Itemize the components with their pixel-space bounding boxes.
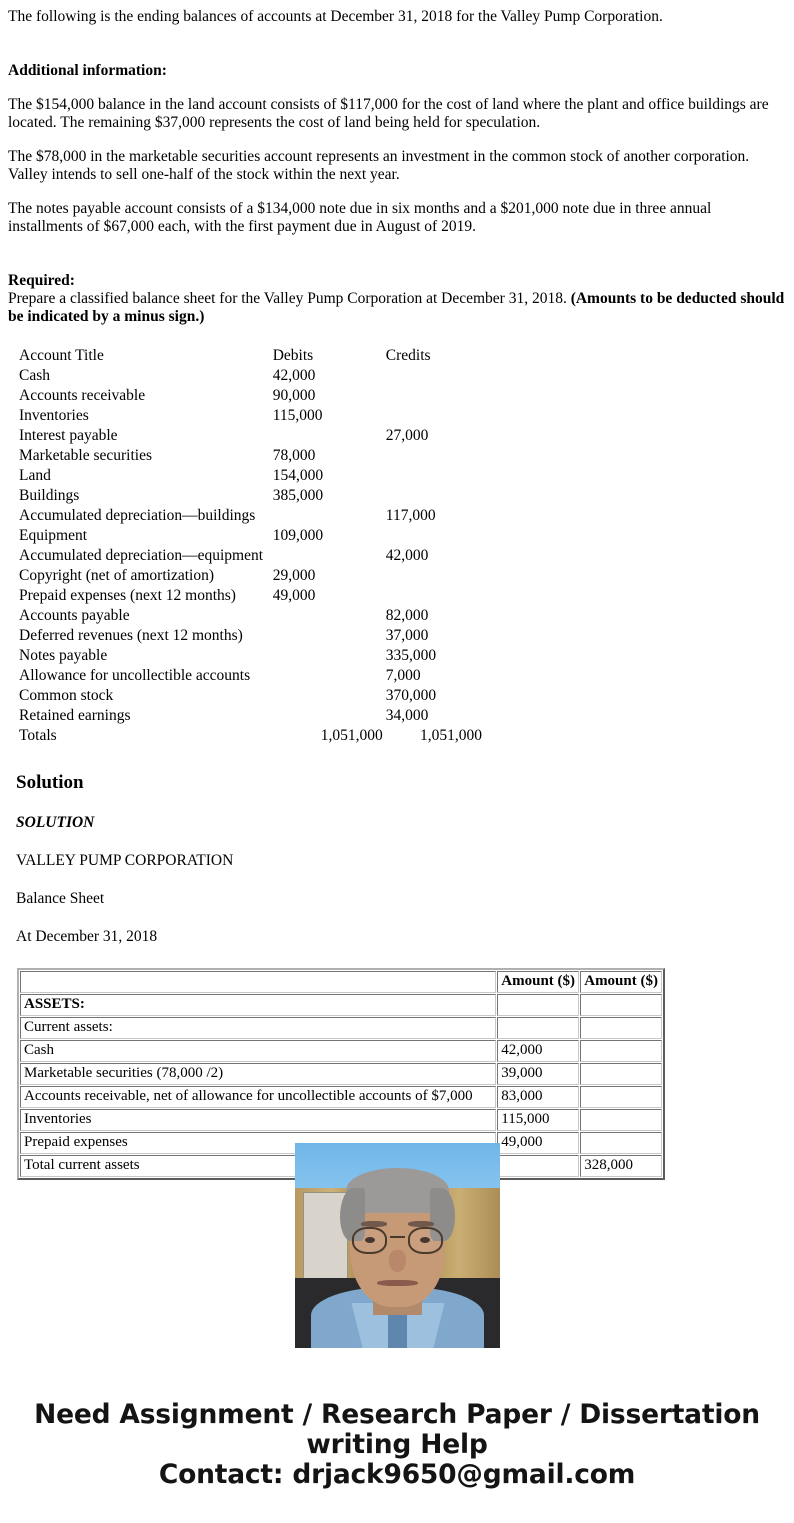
debit-amount: 49,000 [272, 587, 316, 604]
debit-amount [270, 626, 383, 646]
credit-amount [383, 526, 482, 546]
debit-amount: 29,000 [272, 567, 316, 584]
debit-amount: 385,000 [272, 487, 324, 504]
credit-amount: 82,000 [385, 607, 429, 624]
row-amount-1: 42,000 [497, 1040, 579, 1062]
spacer [8, 26, 786, 62]
credit-amount: 370,000 [385, 687, 437, 704]
table-row [20, 1086, 662, 1108]
table-row [12, 626, 482, 646]
account-title: Accumulated depreciation—equipment [19, 547, 264, 564]
spacer [8, 80, 786, 96]
account-title: Notes payable [19, 647, 108, 664]
spacer [8, 236, 786, 272]
photo-nose [389, 1250, 405, 1273]
account-title: Cash [19, 367, 50, 384]
intro-paragraph: The following is the ending balances of accounts at December 31, 2018 for the Valley Pump Corporation. [8, 8, 663, 25]
row-label: Total current assets [20, 1155, 496, 1177]
row-amount-2 [580, 1086, 662, 1108]
table-row [20, 1063, 662, 1085]
row-amount-1: 115,000 [497, 1109, 579, 1131]
table-row [12, 406, 482, 426]
row-amount-2 [580, 1017, 662, 1039]
account-title: Deferred revenues (next 12 months) [19, 627, 243, 644]
row-label: Marketable securities (78,000 /2) [20, 1063, 496, 1085]
account-title: Accounts receivable [19, 387, 146, 404]
additional-info-paragraph-3: The notes payable account consists of a $134,000 note due in six months and a $201,000 note due in three annual installments of $67,000 each, with the first payment due in August of 2019. [8, 200, 712, 235]
trial-balance-body [12, 346, 482, 746]
credit-amount: 335,000 [385, 647, 437, 664]
debit-amount [270, 666, 383, 686]
table-row [12, 486, 482, 506]
debit-amount: 109,000 [272, 527, 324, 544]
table-row [12, 506, 482, 526]
credit-amount [383, 586, 482, 606]
credit-amount [383, 466, 482, 486]
spacer [8, 184, 786, 200]
additional-info-paragraph-1: The $154,000 balance in the land account consists of $117,000 for the cost of land where the plant and office buildings are located. The remaining $37,000 represents the cost of land being held for speculation. [8, 96, 769, 131]
table-row [12, 446, 482, 466]
debit-amount: 154,000 [272, 467, 324, 484]
debit-amount: 42,000 [272, 367, 316, 384]
row-amount-1: 49,000 [497, 1132, 579, 1154]
debit-amount [270, 546, 383, 566]
table-row [12, 526, 482, 546]
balance-sheet-table-container [17, 968, 667, 1173]
debit-amount [270, 646, 383, 666]
table-row [12, 586, 482, 606]
credit-amount [383, 406, 482, 426]
account-title: Inventories [19, 407, 89, 424]
solution-heading: Solution [16, 772, 84, 793]
required-heading: Required: [8, 272, 75, 289]
photo-eyeglass-left [352, 1227, 387, 1254]
credit-amount [383, 366, 482, 386]
avatar [295, 1143, 500, 1348]
row-amount-2 [580, 1132, 662, 1154]
account-title: Interest payable [19, 427, 118, 444]
credit-amount [383, 446, 482, 466]
row-amount-1 [497, 994, 579, 1016]
table-row [12, 686, 482, 706]
row-amount-2 [580, 994, 662, 1016]
trial-balance-header-row [12, 346, 482, 366]
advertisement-banner [0, 1400, 794, 1490]
account-title: Retained earnings [19, 707, 131, 724]
additional-information-heading: Additional information: [8, 62, 167, 79]
trial-balance-totals-row [12, 726, 482, 746]
profile-photo [295, 1143, 500, 1348]
table-row [12, 646, 482, 666]
account-title: Equipment [19, 527, 88, 544]
column-header-amount-1: Amount ($) [497, 971, 579, 993]
additional-info-paragraph-2: The $78,000 in the marketable securities account represents an investment in the common stock of another corporation. Valley intends to sell one-half of the stock within the next year. [8, 148, 750, 183]
column-header-debits: Debits [272, 347, 314, 364]
credit-amount: 42,000 [385, 547, 429, 564]
row-label: Cash [20, 1040, 496, 1062]
column-header-amount-2: Amount ($) [580, 971, 662, 993]
credit-amount [383, 386, 482, 406]
debit-amount: 90,000 [272, 387, 316, 404]
required-text-emphasis: (Amounts to be deducted should be indicated by a minus sign.) [8, 290, 785, 325]
column-header-account-title: Account Title [19, 347, 104, 364]
table-row [12, 606, 482, 626]
debit-amount [270, 506, 383, 526]
photo-eyeglass-right [408, 1227, 443, 1254]
table-row [12, 426, 482, 446]
row-amount-2 [580, 1109, 662, 1131]
debit-amount [270, 706, 383, 726]
table-row [12, 706, 482, 726]
row-amount-2 [580, 1063, 662, 1085]
account-title: Accounts payable [19, 607, 130, 624]
row-amount-2 [580, 1040, 662, 1062]
credit-amount: 27,000 [385, 427, 429, 444]
credit-amount: 37,000 [385, 627, 429, 644]
table-row [20, 1017, 662, 1039]
table-row [12, 546, 482, 566]
credit-amount [383, 486, 482, 506]
table-row [12, 666, 482, 686]
solution-label: SOLUTION [16, 814, 95, 831]
balance-sheet-header-row [20, 971, 662, 993]
company-name: VALLEY PUMP CORPORATION [16, 852, 234, 869]
debit-amount: 78,000 [272, 447, 316, 464]
row-amount-1: 83,000 [497, 1086, 579, 1108]
trial-balance-table [12, 346, 482, 746]
debit-amount [270, 686, 383, 706]
account-title: Marketable securities [19, 447, 152, 464]
statement-date: At December 31, 2018 [16, 928, 158, 945]
row-amount-1: 39,000 [497, 1063, 579, 1085]
row-amount-1 [497, 1155, 579, 1177]
statement-name: Balance Sheet [16, 890, 105, 907]
table-row [12, 386, 482, 406]
account-title: Common stock [19, 687, 114, 704]
row-label: Current assets: [20, 1017, 496, 1039]
account-title: Buildings [19, 487, 80, 504]
ad-line-1: Need Assignment / Research Paper / Dissertation [34, 1399, 760, 1430]
column-header-blank [20, 971, 496, 993]
required-text [8, 290, 786, 326]
required-text-plain: Prepare a classified balance sheet for the Valley Pump Corporation at December 31, 2018. [8, 290, 571, 307]
table-row [12, 366, 482, 386]
credit-amount: 34,000 [385, 707, 429, 724]
totals-credit: 1,051,000 [420, 727, 482, 744]
debit-amount [270, 606, 383, 626]
photo-eyeglass-bridge [390, 1236, 404, 1238]
debit-amount [270, 426, 383, 446]
credit-amount [383, 566, 482, 586]
account-title: Land [19, 467, 51, 484]
column-header-credits: Credits [385, 347, 431, 364]
row-amount-1 [497, 1017, 579, 1039]
row-amount-2: 328,000 [580, 1155, 662, 1177]
row-label: Accounts receivable, net of allowance for uncollectible accounts of $7,000 [20, 1086, 496, 1108]
credit-amount: 117,000 [385, 507, 436, 524]
table-row [20, 1109, 662, 1131]
ad-contact-email: Contact: drjack9650@gmail.com [158, 1459, 636, 1490]
table-row [20, 1040, 662, 1062]
account-title: Prepaid expenses (next 12 months) [19, 587, 236, 604]
credit-amount: 7,000 [385, 667, 421, 684]
debit-amount: 115,000 [272, 407, 323, 424]
totals-debit: 1,051,000 [320, 727, 383, 744]
account-title: Copyright (net of amortization) [19, 567, 214, 584]
spacer [8, 132, 786, 148]
totals-label: Totals [19, 727, 57, 744]
row-label: Inventories [20, 1109, 496, 1131]
table-row [12, 466, 482, 486]
ad-line-2: writing Help [306, 1429, 488, 1460]
account-title: Allowance for uncollectible accounts [19, 667, 251, 684]
table-row [12, 566, 482, 586]
table-row [20, 994, 662, 1016]
account-title: Accumulated depreciation—buildings [19, 507, 256, 524]
row-label: Prepaid expenses [20, 1132, 496, 1154]
row-label: ASSETS: [20, 994, 496, 1016]
